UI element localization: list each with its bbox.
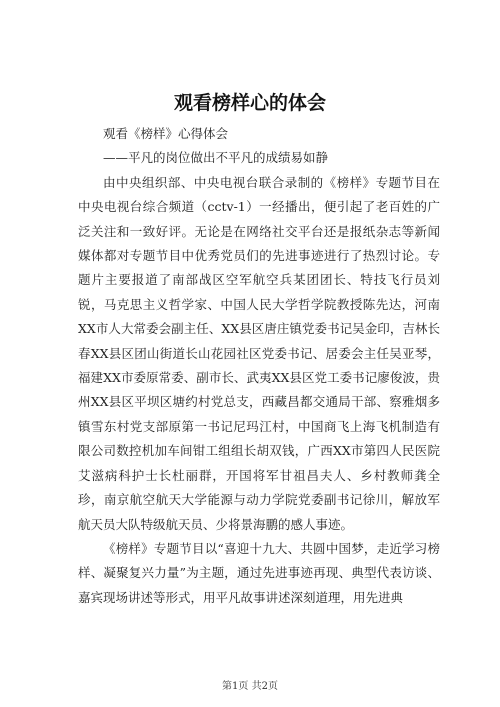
- document-subtitle: 观看《榜样》心得体会: [103, 126, 229, 141]
- document-title: 观看榜样心的体会: [173, 92, 326, 114]
- document-tagline: ——平凡的岗位做出不平凡的成绩易如静: [103, 150, 329, 166]
- page-number: 第1页 共2页: [222, 681, 278, 692]
- body-paragraph: 由中央组织部、中央电视台联合录制的《榜样》专题节目在中央电视台综合频道（cctv-1）一经播出，便引起了老百姓的广泛关注和一致好评。无论是在网络社交平台还是报纸杂志等新闻媒体都对专题节目中优秀党员们的先进事迹进行了热烈讨论。专题片主要报道了南部战区空军航空兵某团团长、特技飞行员刘锐，马克思主义哲学家、中国人民大学哲学院教授陈先达，河南XX市人大常委会副主任、XX县区唐庄镇党委书记吴金印，吉林长春XX县区团山街道长山花园社区党委书记、居委会主任吴亚琴，福建XX市委原常委、副市长、武夷XX县区党工委书记廖俊波，贵州XX县区平坝区塘约村党总支，西藏昌都交通局干部、察雅烟多镇雪东村党支部原第一书记尼玛江村，中国商飞上海飞机制造有限公司数控机加车间钳工组组长胡双钱，广西XX市第四人民医院艾滋病科护士长杜丽群，开国将军甘祖昌夫人、乡村教师龚全珍，南京航空航天大学能源与动力学院党委副书记徐川，解放军航天员大队特级航天员、少将景海鹏的感人事迹。: [78, 174, 440, 532]
- document-body: [78, 122, 440, 610]
- body-paragraph: 《榜样》专题节目以“喜迎十九大、共圆中国梦，走近学习榜样、凝聚复兴力量”为主题，通过先进事迹再现、典型代表访谈、嘉宾现场讲述等形式，用平凡故事讲述深刻道理，用先进典: [78, 540, 440, 605]
